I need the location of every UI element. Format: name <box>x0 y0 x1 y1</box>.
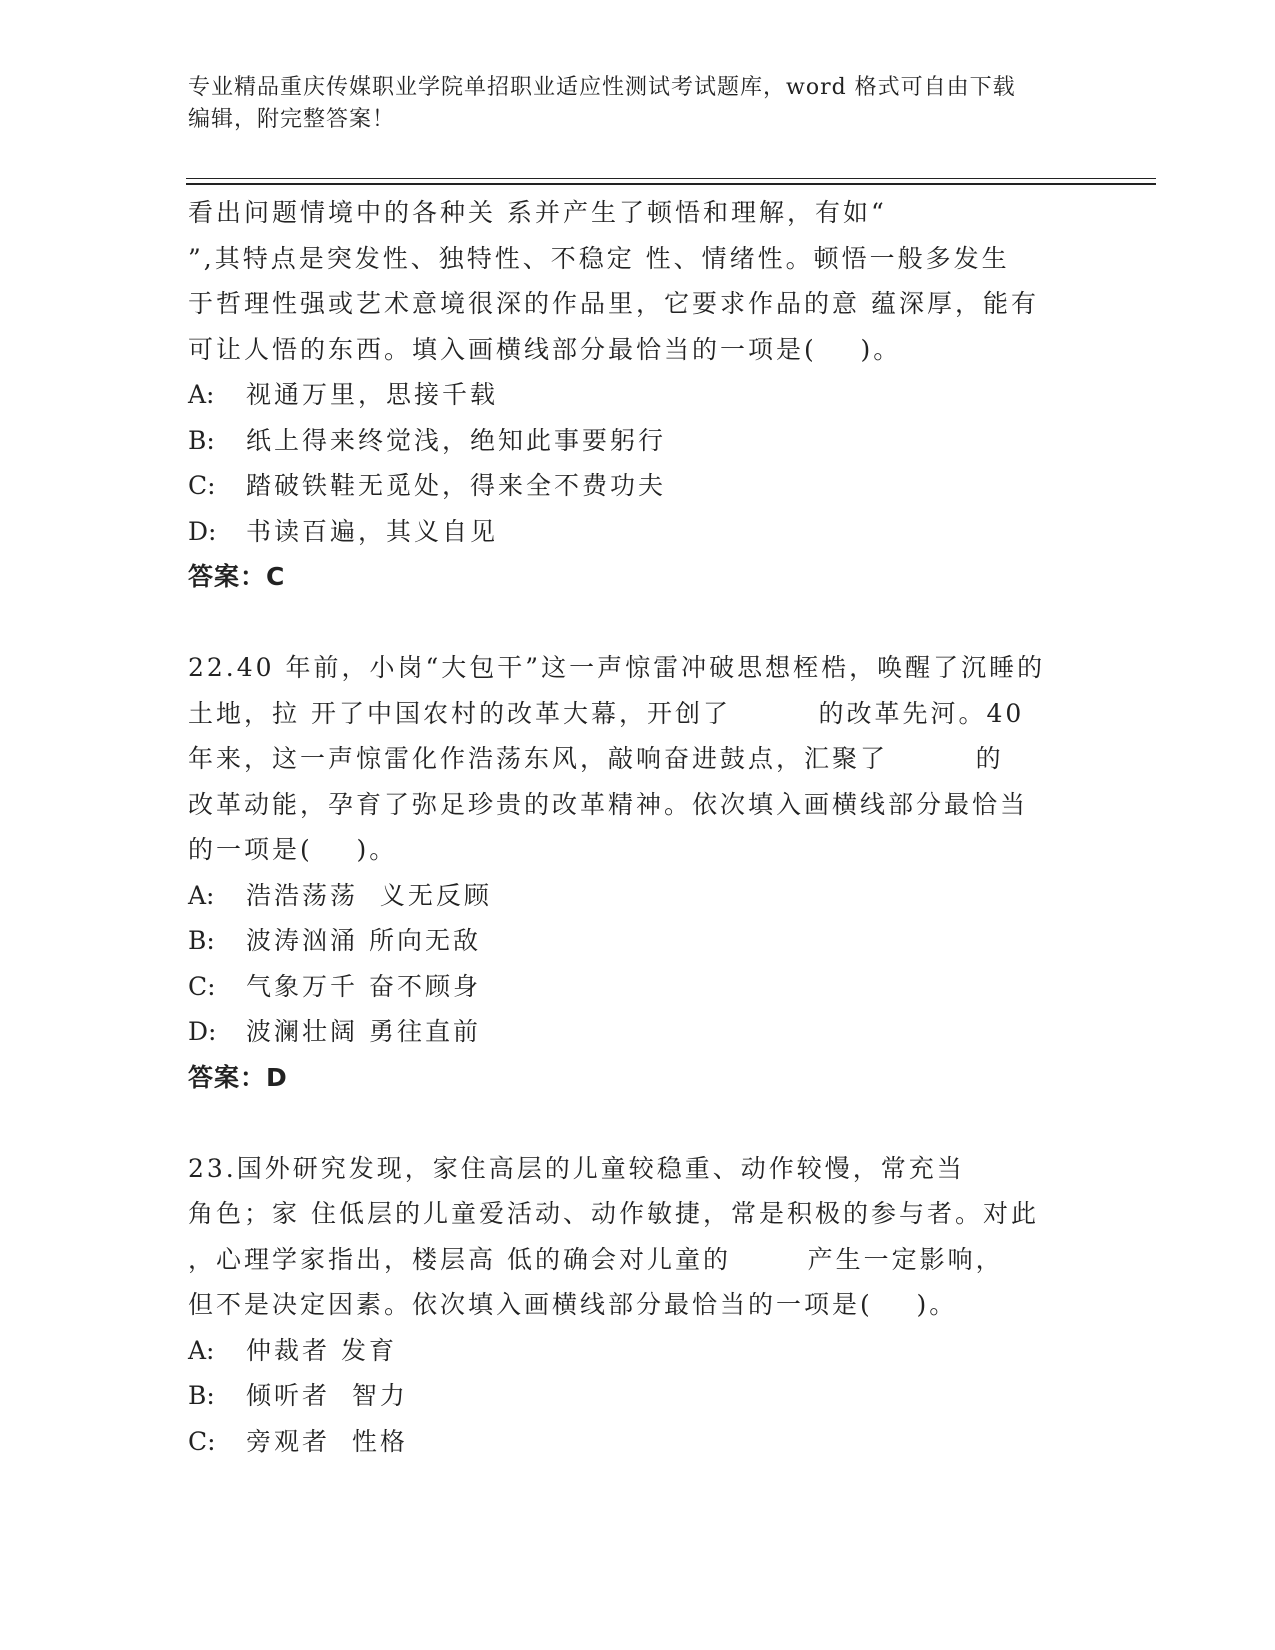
option-letter: A: <box>188 380 215 409</box>
document-body <box>188 190 1088 1464</box>
question-21 <box>188 190 1088 600</box>
option-text: 浩浩荡荡 义无反顾 <box>246 880 492 910</box>
option-letter: D: <box>188 516 217 546</box>
answer: 答案：C <box>188 562 286 591</box>
question-text-line: 改革动能，孕育了弥足珍贵的改革精神。依次填入画横线部分最恰当 <box>188 789 1029 819</box>
option-letter: B: <box>188 926 215 955</box>
spacer <box>188 1100 1088 1146</box>
question-22 <box>188 645 1088 1100</box>
header-rule-thick <box>186 183 1156 185</box>
header-rule-thin <box>186 178 1156 179</box>
option-b <box>188 1373 1088 1419</box>
question-text-line: ，心理学家指出，楼层高 低的确会对儿童的 产生一定影响， <box>188 1244 1004 1274</box>
option-text: 倾听者 智力 <box>246 1381 408 1410</box>
option-text: 旁观者 性格 <box>246 1426 408 1456</box>
option-text: 仲裁者 发育 <box>246 1335 397 1365</box>
option-letter: B: <box>188 425 215 455</box>
question-text-line: 可让人悟的东西。填入画横线部分最恰当的一项是( )。 <box>188 334 902 364</box>
question-text-line: 23.国外研究发现，家住高层的儿童较稳重、动作较慢，常充当 <box>188 1153 965 1183</box>
option-letter: C: <box>188 471 216 500</box>
question-text-line: 看出问题情境中的各种关 系并产生了顿悟和理解，有如“ <box>188 198 887 227</box>
option-c <box>188 1419 1088 1465</box>
option-letter: D: <box>188 1017 217 1046</box>
option-b <box>188 918 1088 964</box>
option-text: 气象万千 奋不顾身 <box>246 971 481 1001</box>
header-line-2: 编辑，附完整答案！ <box>188 107 396 132</box>
question-text-line: 年来，这一声惊雷化作浩荡东风，敲响奋进鼓点，汇聚了 的 <box>188 744 1004 773</box>
page-header <box>188 72 1068 136</box>
option-letter: A: <box>188 880 215 910</box>
option-a <box>188 873 1088 919</box>
question-text-line: 于哲理性强或艺术意境很深的作品里，它要求作品的意 蕴深厚，能有 <box>188 289 1039 318</box>
option-text: 纸上得来终觉浅，绝知此事要躬行 <box>246 425 667 455</box>
question-text-line: 土地，拉 开了中国农村的改革大幕，开创了 的改革先河。40 <box>188 698 1025 728</box>
header-line-1: 专业精品重庆传媒职业学院单招职业适应性测试考试题库，word 格式可自由下载 <box>188 75 1016 100</box>
answer: 答案：D <box>188 1062 288 1092</box>
option-letter: B: <box>188 1381 215 1410</box>
option-b <box>188 418 1088 464</box>
question-23 <box>188 1146 1088 1465</box>
spacer <box>188 600 1088 646</box>
question-text-line: 22.40 年前，小岗“大包干”这一声惊雷冲破思想桎梏，唤醒了沉睡的 <box>188 653 1046 682</box>
option-letter: C: <box>188 1426 216 1456</box>
option-c <box>188 463 1088 509</box>
option-c <box>188 964 1088 1010</box>
option-a <box>188 372 1088 418</box>
option-text: 视通万里，思接千载 <box>246 380 499 409</box>
option-a <box>188 1328 1088 1374</box>
question-text-line: ”,其特点是突发性、独特性、不稳定 性、情绪性。顿悟一般多发生 <box>188 243 1010 273</box>
question-text-line: 但不是决定因素。依次填入画横线部分最恰当的一项是( )。 <box>188 1290 958 1319</box>
option-text: 波澜壮阔 勇往直前 <box>246 1017 481 1046</box>
option-d <box>188 1009 1088 1055</box>
option-text: 波涛汹涌 所向无敌 <box>246 926 481 955</box>
option-text: 书读百遍，其义自见 <box>246 516 499 546</box>
option-letter: A: <box>188 1335 215 1365</box>
question-text-line: 角色；家 住低层的儿童爱活动、动作敏捷，常是积极的参与者。对此 <box>188 1199 1039 1228</box>
option-text: 踏破铁鞋无觅处，得来全不费功夫 <box>246 471 667 500</box>
option-d <box>188 509 1088 555</box>
question-text-line: 的一项是( )。 <box>188 835 398 864</box>
option-letter: C: <box>188 971 216 1001</box>
